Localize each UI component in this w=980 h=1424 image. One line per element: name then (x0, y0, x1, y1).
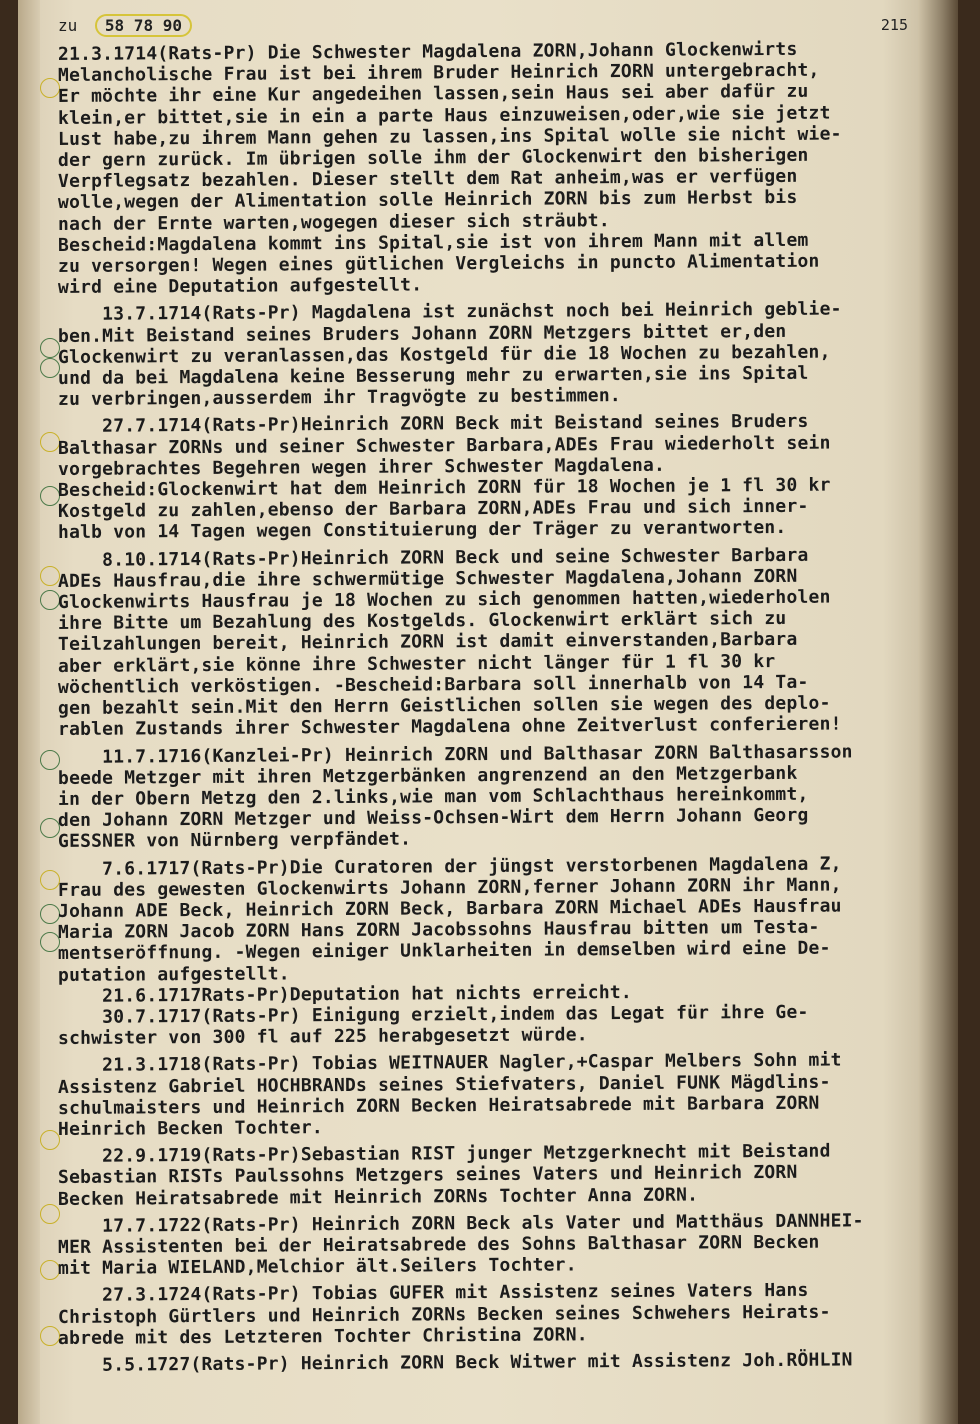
text-line: putation aufgestellt. (57, 962, 290, 986)
text-line: Christoph Gürtlers und Heinrich ZORNs Becken seines Schwehers Heirats- (57, 1301, 831, 1328)
text-line: zu verbringen,ausserdem ihr Tragvögte zu bestimmen. (57, 385, 621, 411)
text-line: nach der Ernte warten,wogegen dieser sich sträubt. (57, 209, 610, 235)
text-line: 22.9.1719(Rats-Pr)Sebastian RIST junger Metzgerknecht mit Beistand (57, 1140, 831, 1168)
reference-numbers: 58 78 90 (95, 14, 192, 37)
text-line: Glockenwirts Hausfrau je 18 Wochen zu sich genommen hatten,wiederholen (57, 586, 831, 614)
text-line: Verpflegsatz bezahlen. Dieser stellt dem Rat anheim,was er verfügen (57, 166, 798, 193)
text-line: 17.7.1722(Rats-Pr) Heinrich ZORN Beck als Vater und Matthäus DANNHEI- (57, 1210, 864, 1237)
text-line: beede Metzger mit ihren Metzgerbänken angrenzend an den Metzgerbank (57, 762, 798, 789)
text-line: Glockenwirt zu veranlassen,das Kostgeld für die 18 Wochen zu bezahlen, (57, 341, 831, 368)
text-line: Assistenz Gabriel HOCHBRANDs seines Stiefvaters, Daniel FUNK Mägdlins- (57, 1071, 831, 1098)
record-entry (57, 38, 938, 299)
text-line: ihre Bitte um Bezahlung des Kostgelds. Glockenwirt erklärt sich zu (57, 608, 787, 635)
header-prefix: zu (58, 16, 78, 35)
text-line: den Johann ZORN Metzger und Weiss-Ochsen-Wirt dem Herrn Johann Georg (57, 804, 809, 832)
text-line: ben.Mit Beistand seines Bruders Johann ZORN Metzgers bittet er,den (57, 320, 787, 347)
text-line: Lust habe,zu ihrem Mann gehen zu lassen,ins Spital wolle sie nicht wie- (57, 123, 842, 150)
text-line: schulmaisters und Heinrich ZORN Becken Heiratsabrede mit Barbara ZORN (57, 1092, 820, 1119)
text-line: GESSNER von Nürnberg verpfändet. (57, 828, 412, 853)
record-entry (57, 1210, 938, 1280)
text-line: zu versorgen! Wegen eines gütlichen Vergleichs in puncto Alimentation (57, 250, 820, 278)
text-line: abrede mit des Letzteren Tochter Christina ZORN. (57, 1324, 588, 1349)
text-line: mit Maria WIELAND,Melchior ält.Seilers Tochter. (57, 1254, 577, 1280)
text-line: rablen Zustands ihrer Schwester Magdalena ohne Zeitverlust conferieren! (57, 713, 842, 741)
text-line: Bescheid:Glockenwirt hat dem Heinrich ZORN für 18 Wochen je 1 fl 30 kr (57, 474, 831, 502)
text-line: schwister von 300 fl auf 225 herabgesetzt würde. (57, 1024, 588, 1050)
text-line: in der Obern Metzg den 2.links,wie man vom Schlachthaus hereinkommt, (57, 783, 809, 810)
record-entry (57, 544, 938, 741)
record-entry (57, 1349, 938, 1376)
text-line: Heinrich Becken Tochter. (57, 1117, 323, 1140)
text-line: Becken Heiratsabrede mit Heinrich ZORNs Tochter Anna ZORN. (57, 1184, 699, 1210)
text-line: halb von 14 Tagen wegen Constituierung der Träger zu verantworten. (57, 517, 787, 544)
record-entry (57, 1049, 938, 1140)
text-line: ADEs Hausfrau,die ihre schwermütige Schwester Magdalena,Johann ZORN (57, 565, 798, 592)
text-line: 5.5.1727(Rats-Pr) Heinrich ZORN Beck Witwer mit Assistenz Joh.RÖHLIN (57, 1349, 853, 1376)
text-line: wöchentlich verköstigen. -Bescheid:Barbara soll innerhalb von 14 Ta- (57, 671, 809, 698)
record-entry (57, 853, 938, 1050)
record-entry (57, 298, 938, 411)
record-entry (57, 740, 938, 853)
text-line: klein,er bittet,sie in ein a parte Haus einzuweisen,oder,wie sie jetzt (57, 102, 831, 129)
text-line: 27.7.1714(Rats-Pr)Heinrich ZORN Beck mit Beistand seines Bruders (57, 411, 809, 438)
text-line: Bescheid:Magdalena kommt ins Spital,sie ist von ihrem Mann mit allem (57, 229, 809, 256)
page-margin (18, 0, 40, 1424)
text-line: Maria ZORN Jacob ZORN Hans ZORN Jacobssohns Hausfrau bitten um Testa- (57, 916, 820, 944)
text-line: aber erklärt,sie könne ihre Schwester nicht länger für 1 fl 30 kr (57, 650, 776, 677)
text-line: 7.6.1717(Rats-Pr)Die Curatoren der jüngst verstorbenen Magdalena Z, (57, 853, 842, 880)
text-line: vorgebrachtes Begehren wegen ihrer Schwester Magdalena. (57, 454, 666, 480)
text-line: 27.3.1724(Rats-Pr) Tobias GUFER mit Assistenz seines Vaters Hans (57, 1280, 809, 1307)
text-line: Johann ADE Beck, Heinrich ZORN Beck, Barbara ZORN Michael ADEs Hausfrau (57, 895, 842, 922)
text-line: Er möchte ihr eine Kur angedeihen lassen,sein Haus sei aber dafür zu (57, 81, 809, 108)
text-line: Kostgeld zu zahlen,ebenso der Barbara ZORN,ADEs Frau und sich inner- (57, 496, 809, 523)
text-line: Melancholische Frau ist bei ihrem Bruder Heinrich ZORN untergebracht, (57, 59, 820, 87)
text-line: Balthasar ZORNs und seiner Schwester Barbara,ADEs Frau wiederholt sein (57, 432, 831, 459)
text-line: Teilzahlungen bereit, Heinrich ZORN ist damit einverstanden,Barbara (57, 629, 798, 656)
text-line: gen bezahlt sein.Mit den Herrn Geistlichen sollen sie wegen des deplo- (57, 692, 831, 720)
text-line: und da bei Magdalena keine Besserung mehr zu erwarten,sie ins Spital (57, 362, 809, 390)
text-line: Sebastian RISTs Paulssohns Metzgers seines Vaters und Heinrich ZORN (57, 1162, 798, 1189)
record-entry (57, 1140, 938, 1210)
text-line: 11.7.1716(Kanzlei-Pr) Heinrich ZORN und Balthasar ZORN Balthasarsson (57, 740, 853, 768)
text-line: 13.7.1714(Rats-Pr) Magdalena ist zunächst noch bei Heinrich geblie- (57, 298, 842, 326)
text-line: Frau des gewesten Glockenwirts Johann ZORN,ferner Johann ZORN ihr Mann, (57, 874, 842, 901)
document-page (18, 0, 958, 1424)
text-line: wolle,wegen der Alimentation solle Heinrich ZORN bis zum Herbst bis (57, 187, 798, 214)
text-line: der gern zurück. Im übrigen solle ihm der Glockenwirt den bisherigen (57, 144, 809, 172)
text-line: MER Assistenten bei der Heiratsabrede des Sohns Balthasar ZORN Becken (57, 1231, 820, 1258)
text-line: 21.3.1718(Rats-Pr) Tobias WEITNAUER Nagler,+Caspar Melbers Sohn mit (57, 1049, 842, 1077)
text-line: 30.7.1717(Rats-Pr) Einigung erzielt,indem das Legat für ihre Ge- (57, 1001, 809, 1028)
record-entry (57, 411, 938, 544)
text-line: 8.10.1714(Rats-Pr)Heinrich ZORN Beck und seine Schwester Barbara (57, 544, 809, 571)
text-line: 21.3.1714(Rats-Pr) Die Schwester Magdalena ZORN,Johann Glockenwirts (57, 38, 798, 65)
page-number: 215 (880, 16, 908, 34)
text-line: 21.6.1717Rats-Pr)Deputation hat nichts erreicht. (57, 981, 632, 1007)
text-line: mentseröffnung. -Wegen einiger Unklarheiten in demselben wird eine De- (57, 937, 831, 965)
document-body (57, 38, 938, 1376)
text-line: wird eine Deputation aufgestellt. (57, 274, 423, 299)
record-entry (57, 1280, 938, 1349)
